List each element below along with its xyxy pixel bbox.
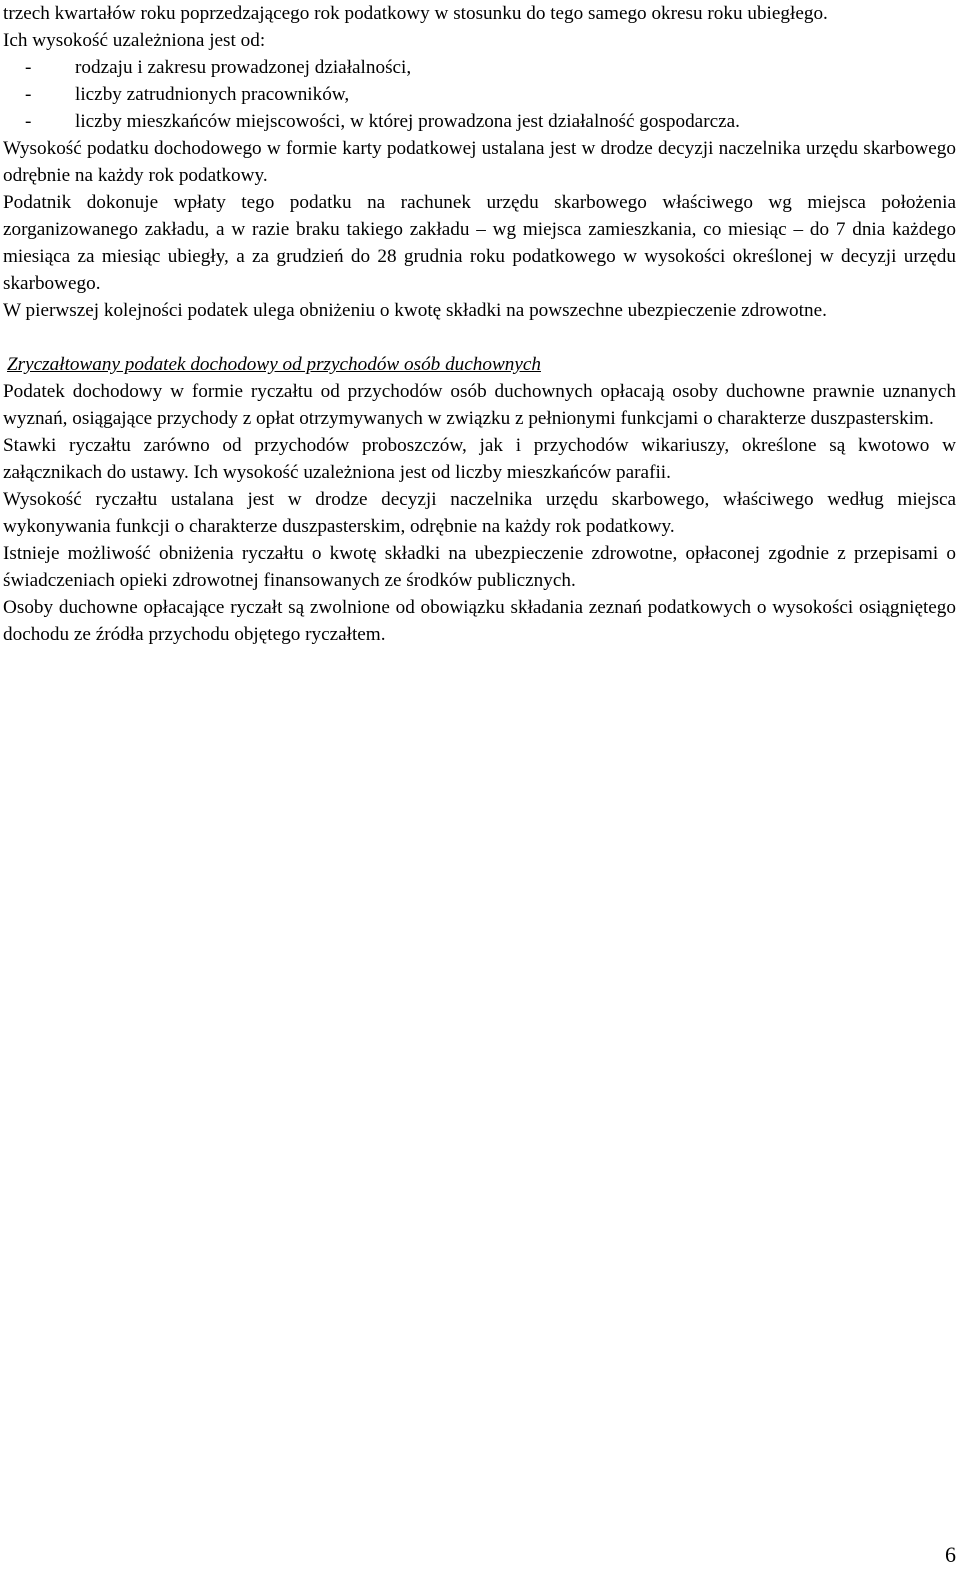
paragraph-section-5: Osoby duchowne opłacające ryczałt są zwolnione od obowiązku składania zeznań podatkowych o wysokości osiągniętego dochodu ze źródła przychodu objętego ryczałtem.	[3, 597, 956, 645]
paragraph-mid-2: Podatnik dokonuje wpłaty tego podatku na rachunek urzędu skarbowego właściwego wg miejsca położenia zorganizowanego zakładu, a w razie braku takiego zakładu – wg miejsca zamieszkania, co miesiąc – do 7 dnia każdego miesiąca za miesiąc ubiegły, a za grudzień do 28 grudnia roku podatkowego w wysokości określonej w decyzji urzędu skarbowego.	[3, 192, 956, 294]
document-page	[3, 0, 956, 648]
list-intro: Ich wysokość uzależniona jest od:	[3, 30, 266, 51]
paragraph-mid-1: Wysokość podatku dochodowego w formie karty podatkowej ustalana jest w drodze decyzji naczelnika urzędu skarbowego odrębnie na każdy rok podatkowy.	[3, 138, 956, 186]
list-item-text: rodzaju i zakresu prowadzonej działalności,	[75, 57, 412, 78]
paragraph-section-4: Istnieje możliwość obniżenia ryczałtu o kwotę składki na ubezpieczenie zdrowotne, opłaconej zgodnie z przepisami o świadczeniach opieki zdrowotnej finansowanych ze środków publicznych.	[3, 543, 956, 591]
factor-list	[3, 54, 956, 135]
list-item	[3, 81, 956, 108]
paragraph-section-2: Stawki ryczałtu zarówno od przychodów proboszczów, jak i przychodów wikariuszy, określone są kwotowo w załącznikach do ustawy. Ich wysokość uzależniona jest od liczby mieszkańców parafii.	[3, 435, 956, 483]
list-item-text: liczby zatrudnionych pracowników,	[75, 84, 350, 105]
section-heading: Zryczałtowany podatek dochodowy od przychodów osób duchownych	[7, 354, 541, 375]
list-bullet: -	[25, 57, 32, 78]
paragraph-mid-3: W pierwszej kolejności podatek ulega obniżeniu o kwotę składki na powszechne ubezpieczenie zdrowotne.	[3, 300, 827, 321]
list-bullet: -	[25, 84, 32, 105]
paragraph-top-1: trzech kwartałów roku poprzedzającego rok podatkowy w stosunku do tego samego okresu roku ubiegłego.	[3, 3, 828, 24]
page-number: 6	[945, 1542, 956, 1567]
list-item-text: liczby mieszkańców miejscowości, w której prowadzona jest działalność gospodarcza.	[75, 111, 740, 132]
list-bullet: -	[25, 111, 32, 132]
list-item	[3, 54, 956, 81]
paragraph-section-3: Wysokość ryczałtu ustalana jest w drodze decyzji naczelnika urzędu skarbowego, właściwego według miejsca wykonywania funkcji o charakterze duszpasterskim, odrębnie na każdy rok podatkowy.	[3, 489, 956, 537]
list-item	[3, 108, 956, 135]
paragraph-section-1: Podatek dochodowy w formie ryczałtu od przychodów osób duchownych opłacają osoby duchowne prawnie uznanych wyznań, osiągające przychody z opłat otrzymywanych w związku z pełnionymi funkcjami o charakterze duszpasterskim.	[3, 381, 956, 429]
